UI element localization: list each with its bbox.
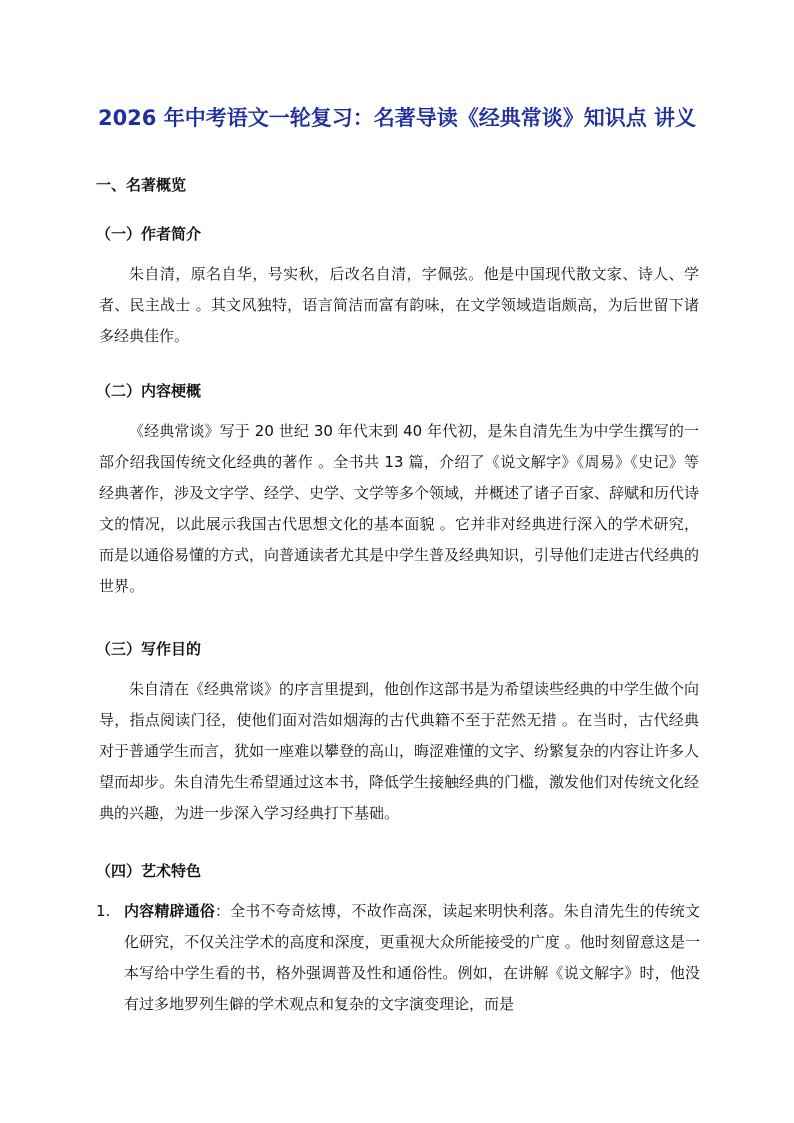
subheading-purpose: （三）写作目的 <box>96 640 202 658</box>
section-heading-overview: 一、名著概览 <box>96 176 187 194</box>
subheading-author: （一）作者简介 <box>96 225 202 243</box>
list-item-body <box>124 896 700 1020</box>
paragraph-author: 朱自清，原名自华，号实秋，后改名自清，字佩弦。他是中国现代散文家、诗人、学者、民主战士 。其文风独特，语言简洁而富有韵味，在文学领域造诣颇高，为后世留下诸多经典佳作。 <box>99 265 699 345</box>
paragraph-purpose: 朱自清在《经典常谈》的序言里提到，他创作这部书是为希望读些经典的中学生做个向导，指点阅读门径，使他们面对浩如烟海的古代典籍不至于茫然无措 。在当时，古代经典对于普通学生而言，犹如一座难以攀登的高山，晦涩难懂的文字、纷繁复杂的内容让许多人望而却步。朱自清先生希望通过这本书，降低学生接触经典的门槛，激发他们对传统文化经典的兴趣，为进一步深入学习经典打下基础。 <box>99 680 700 822</box>
document-title: 2026 年中考语文一轮复习：名著导读《经典常谈》知识点 讲义 <box>97 106 697 130</box>
list-item-number: 1. <box>96 902 111 920</box>
list-item-text: ：全书不夸奇炫博，不故作高深，读起来明快利落。朱自清先生的传统文化研究，不仅关注学术的高度和深度，更重视大众所能接受的广度 。他时刻留意这是一本写给中学生看的书，格外强调普及性和通俗性。例如，在讲解《说文解字》时，他没有过多地罗列生僻的学术观点和复杂的文字演变理论，而是 <box>124 902 700 1013</box>
paragraph-summary: 《经典常谈》写于 20 世纪 30 年代末到 40 年代初，是朱自清先生为中学生撰写的一部介绍我国传统文化经典的著作 。全书共 13 篇，介绍了《说文解字》《周易》《史记》等经典著作，涉及文字学、经学、史学、文学等多个领域，并概述了诸子百家、辞赋和历代诗文的情况，以此展示我国古代思想文化的基本面貌 。它并非对经典进行深入的学术研究，而是以通俗易懂的方式，向普通读者尤其是中学生普及经典知识，引导他们走进古代经典的世界。 <box>99 422 700 595</box>
list-item-lead: 内容精辟通俗 <box>124 902 215 920</box>
subheading-features: （四）艺术特色 <box>96 862 202 880</box>
list-item <box>96 896 700 1020</box>
subheading-summary: （二）内容梗概 <box>96 382 202 400</box>
